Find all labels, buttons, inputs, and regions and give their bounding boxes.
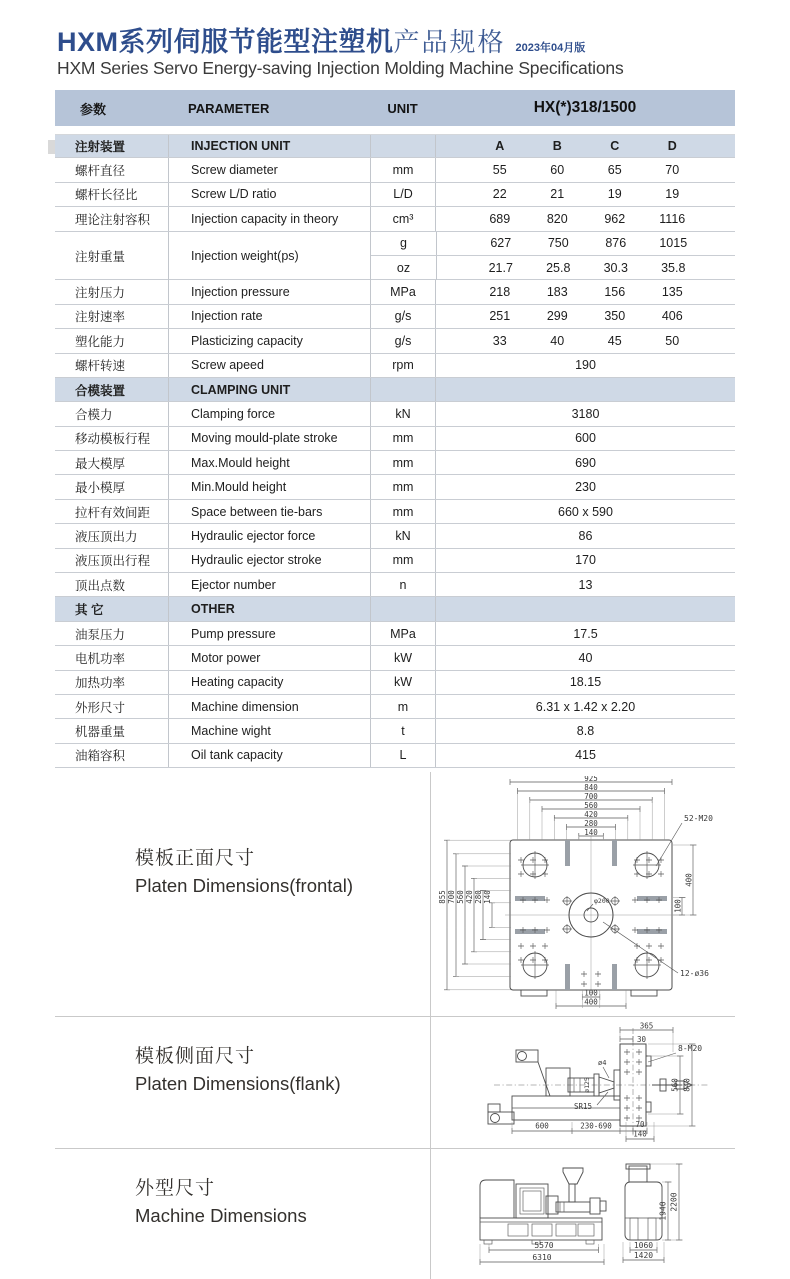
machine-label-cn: 外型尺寸 [135,1178,216,1199]
table-row [55,475,735,499]
value-b: 820 [546,211,568,226]
param-cn: 螺杆长径比 [75,188,138,203]
center-hole-callout: φ200 [594,897,610,905]
table-row [55,695,735,719]
table-row [55,402,735,426]
value-b: 21 [550,187,565,202]
section-divider [55,1016,735,1017]
subrow-oz [371,256,735,280]
bolt-callout: 8-M20 [678,1044,703,1053]
dual-unit-values [370,232,735,281]
frontal-label-cn: 模板正面尺寸 [135,848,256,869]
spec-value: 600 [435,427,735,450]
spec-values [435,183,735,206]
section-row-other [55,597,735,621]
param-en: Max.Mould height [168,451,370,474]
dim-label: 420 [584,809,598,819]
table-row [55,719,735,743]
dim-label: 100 [673,899,683,913]
param-cn: 注射装置 [75,140,126,155]
spec-value: 415 [435,744,735,767]
unit-cell: rpm [370,354,435,377]
ring-callout: ø125 [583,1077,591,1093]
machine-end-view [625,1164,662,1240]
dim-label: 365 [639,1022,654,1031]
spec-values [436,232,736,255]
param-cn: 合模力 [75,408,113,422]
param-en: Screw apeed [168,354,370,377]
table-row [55,305,735,329]
dim-label: 1060 [633,1241,654,1250]
param-cn: 螺杆直径 [75,164,126,179]
value-d: 1116 [659,211,686,226]
table-row [55,329,735,353]
page-title [57,20,585,59]
unit-cell: mm [370,549,435,572]
param-en: Ejector number [168,573,370,596]
flank-label-en: Platen Dimensions(flank) [135,1073,341,1094]
unit-cell: kW [370,646,435,669]
value-c: 45 [607,333,622,348]
spec-value: 230 [435,475,735,498]
spec-value: 13 [435,573,735,596]
spec-values [435,329,735,352]
unit-cell [370,378,435,401]
spec-values [436,256,736,280]
spec-value: 3180 [435,402,735,425]
param-cn: 移动模板行程 [75,432,151,447]
value-d: 19 [665,187,680,202]
table-row [55,549,735,573]
param-cn: 注射压力 [75,286,126,301]
table-row [55,451,735,475]
unit-cell: MPa [370,280,435,303]
table-row [55,280,735,304]
dim-label: 560 [670,1078,680,1092]
param-cn: 顶出点数 [75,578,126,593]
table-row [55,500,735,524]
table-row [55,646,735,670]
header-gap [55,126,735,134]
value-c: 30.3 [603,261,628,276]
value-c: 962 [604,211,626,226]
value-c: 156 [604,285,626,300]
title-cn-light: 产品规格 [393,27,506,57]
dim-label: 140 [584,827,598,837]
param-en: Injection weight(ps) [168,232,370,281]
param-en: Heating capacity [168,671,370,694]
param-cn: 其 它 [75,603,104,618]
dim-label: 70 [635,1120,645,1129]
platen-outline [505,836,682,996]
unit-cell: mm [370,500,435,523]
unit-cell: mm [370,427,435,450]
param-en: Hydraulic ejector force [168,524,370,547]
machine-label-en: Machine Dimensions [135,1205,307,1226]
nozzle-callout: ø4 [598,1059,607,1067]
unit-cell: mm [370,451,435,474]
dim-label: 925 [584,776,598,783]
param-cn: 螺杆转速 [75,359,126,374]
dim-label: 700 [584,791,598,801]
param-en: Screw diameter [168,158,370,181]
col-label-a: A [495,139,505,154]
spec-value: 660 x 590 [435,500,735,523]
platen-flank-diagram [450,1022,720,1142]
section-divider [55,1148,735,1149]
dim-label: 140 [633,1129,647,1139]
value-a: 22 [492,187,507,202]
param-cn: 最小模厚 [75,481,126,496]
value-c: 19 [607,187,622,202]
spec-value [435,597,735,620]
unit-cell: cm³ [370,207,435,230]
param-cn: 塑化能力 [75,334,126,349]
dim-label: 560 [584,800,598,810]
value-a: 218 [489,285,511,300]
value-a: 251 [489,309,511,324]
param-en: Moving mould-plate stroke [168,427,370,450]
param-en: Min.Mould height [168,475,370,498]
spec-value: 190 [435,354,735,377]
spec-value: 170 [435,549,735,572]
section-row-injection [55,134,735,158]
dim-label: 140 [483,890,492,904]
unit-cell: kN [370,402,435,425]
param-cn: 电机功率 [75,651,126,666]
param-en: Screw L/D ratio [168,183,370,206]
param-cn: 液压顶出力 [75,529,138,544]
table-row [55,671,735,695]
dim-label: 6310 [532,1253,552,1262]
dimension-labels [532,1192,678,1262]
dim-label: 400 [684,873,694,887]
value-b: 299 [546,309,568,324]
title-cn: HXM系列伺服节能型注塑机 [57,27,394,57]
section-row-clamping [55,378,735,402]
param-en: CLAMPING UNIT [168,378,370,401]
spec-value: 8.8 [435,719,735,742]
unit-cell: L/D [370,183,435,206]
dim-label: 400 [584,997,598,1007]
value-a: 689 [489,211,511,226]
spec-value: 6.31 x 1.42 x 2.20 [435,695,735,718]
value-d: 35.8 [661,261,686,276]
param-en: Hydraulic ejector stroke [168,549,370,572]
param-cn: 最大模厚 [75,456,126,471]
param-en: Machine wight [168,719,370,742]
holes-callout: 12-ø36 [680,969,709,978]
machine-label [135,1173,307,1227]
col-param-cn: 参数 [80,101,107,117]
dim-label: 600 [535,1121,549,1131]
diagram-column-divider [430,772,431,1279]
frontal-label [135,843,353,897]
dim-label: 100 [584,988,598,998]
unit-cell: t [370,719,435,742]
unit-cell: kW [370,671,435,694]
platen-frontal-diagram [437,776,737,1014]
dim-label: 5570 [534,1241,554,1250]
dim-label: 280 [584,818,598,828]
model-col-labels [435,135,735,157]
param-en: Injection pressure [168,280,370,303]
dim-label: 280 [474,890,483,904]
unit-cell: mm [370,475,435,498]
param-cn: 合模装置 [75,383,126,398]
value-d: 50 [665,333,680,348]
param-en: Clamping force [168,402,370,425]
value-a: 627 [490,236,512,251]
col-label-d: D [667,139,677,154]
unit-cell: L [370,744,435,767]
subrow-g [371,232,735,256]
col-unit: UNIT [387,100,418,116]
value-a: 21.7 [488,261,513,276]
unit-cell: oz [396,261,411,276]
param-en: Plasticizing capacity [168,329,370,352]
edition-label: 2023年04月版 [515,42,586,54]
spec-values [435,280,735,303]
value-c: 350 [604,309,626,324]
unit-cell: n [370,573,435,596]
dim-label: 1420 [633,1251,654,1260]
table-row-dual [55,232,735,281]
table-header [55,90,735,126]
dim-label: 560 [456,890,465,904]
dimension-labels [535,1022,702,1139]
table-row [55,207,735,231]
spec-value: 40 [435,646,735,669]
unit-cell: m [370,695,435,718]
machine-side-view [480,1168,606,1244]
unit-cell: g/s [370,329,435,352]
param-cn: 加热功率 [75,676,126,691]
spec-value: 18.15 [435,671,735,694]
machine-dimensions-diagram [470,1156,700,1274]
param-cn: 理论注射容积 [75,212,151,227]
spec-values [435,158,735,181]
spec-value [435,378,735,401]
param-cn: 油箱容积 [75,749,126,764]
unit-cell: kN [370,524,435,547]
table-row [55,427,735,451]
dim-label: 2200 [669,1192,679,1212]
value-d: 135 [661,285,683,300]
spec-value: 690 [435,451,735,474]
spec-value: 17.5 [435,622,735,645]
param-cn: 注射重量 [75,249,126,264]
col-model: HX(*)318/1500 [533,99,637,116]
value-b: 40 [550,333,565,348]
value-a: 55 [492,163,507,178]
param-cn: 注射速率 [75,310,126,325]
param-cn: 外形尺寸 [75,700,126,715]
dim-label: 840 [584,782,598,792]
dim-label: 420 [465,890,474,904]
col-label-c: C [610,139,620,154]
table-row [55,744,735,768]
param-cn: 机器重量 [75,725,126,740]
value-b: 25.8 [546,261,571,276]
value-b: 750 [547,236,569,251]
unit-cell [370,597,435,620]
param-en: Injection capacity in theory [168,207,370,230]
flank-label-cn: 模板侧面尺寸 [135,1046,256,1067]
table-row [55,354,735,378]
value-b: 183 [546,285,568,300]
frontal-label-en: Platen Dimensions(frontal) [135,875,353,896]
value-d: 406 [661,309,683,324]
dim-label: 700 [447,890,456,904]
table-row [55,183,735,207]
table-row [55,524,735,548]
value-c: 876 [605,236,627,251]
spec-values [435,207,735,230]
table-row [55,573,735,597]
radius-callout: SR15 [574,1102,593,1111]
param-en: Space between tie-bars [168,500,370,523]
dim-label: 230-690 [580,1121,612,1131]
param-cn: 拉杆有效间距 [75,505,151,520]
param-en: Machine dimension [168,695,370,718]
unit-cell: g/s [370,305,435,328]
param-cn: 油泵压力 [75,627,126,642]
unit-cell: mm [370,158,435,181]
spec-value: 86 [435,524,735,547]
unit-cell [370,135,435,157]
unit-cell: g [400,236,407,251]
dim-label: 840 [682,1078,692,1092]
table-row [55,622,735,646]
unit-cell: MPa [370,622,435,645]
param-en: INJECTION UNIT [168,135,370,157]
param-en: OTHER [168,597,370,620]
value-b: 60 [550,163,565,178]
dim-label: 30 [637,1035,647,1044]
value-c: 65 [607,163,622,178]
page-subtitle: HXM Series Servo Energy-saving Injection Molding Machine Specifications [57,58,624,78]
table-row [55,158,735,182]
col-label-b: B [552,139,562,154]
param-cn: 液压顶出行程 [75,554,151,569]
value-d: 1015 [659,236,688,251]
dim-label: 855 [438,890,447,904]
flank-label [135,1041,341,1095]
param-en: Motor power [168,646,370,669]
spec-values [435,305,735,328]
section-edge-tab [48,140,55,154]
dim-label: 1940 [658,1201,668,1221]
param-en: Injection rate [168,305,370,328]
tiebar-callout: 52-M20 [684,814,713,823]
value-d: 70 [665,163,680,178]
param-en: Oil tank capacity [168,744,370,767]
col-param-en: PARAMETER [188,100,270,116]
param-en: Pump pressure [168,622,370,645]
value-a: 33 [492,333,507,348]
spec-table [55,90,735,768]
